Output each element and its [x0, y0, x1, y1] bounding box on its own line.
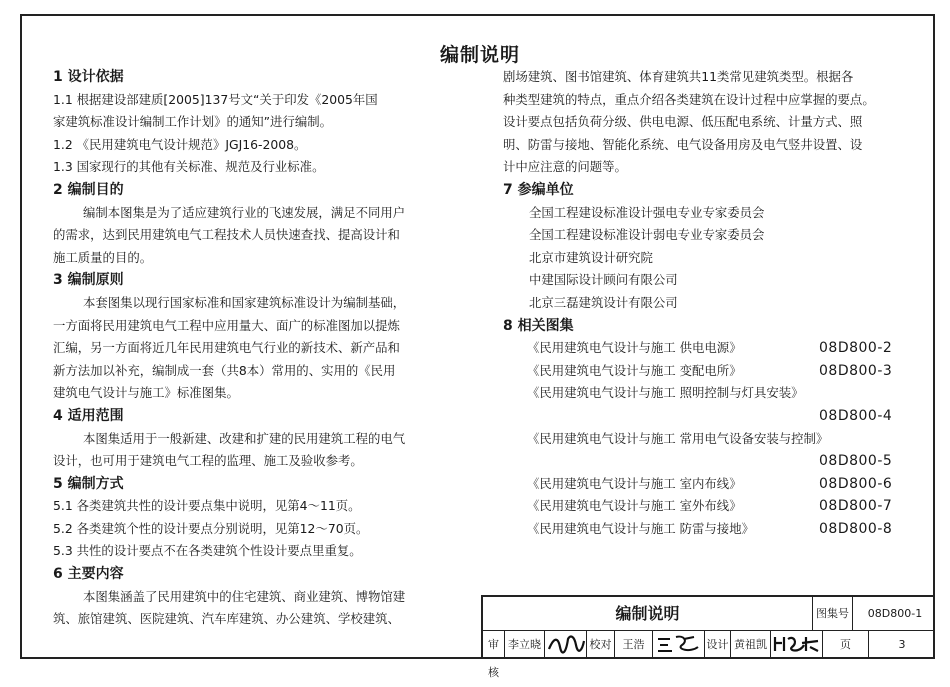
line-text: 8 相关图集 — [503, 317, 574, 334]
line-text: 1.3 国家现行的其他有关标准、规范及行业标准。 — [53, 159, 325, 175]
line-text: 1.2 《民用建筑电气设计规范》JGJ16-2008。 — [53, 136, 307, 152]
line-text: 本套图集以现行国家标准和国家建筑标准设计为编制基础， — [83, 294, 406, 310]
related-atlas-item — [503, 450, 923, 473]
participating-unit — [503, 269, 923, 292]
atlas-code: 08D800-5 — [819, 453, 893, 470]
section-heading — [503, 315, 923, 338]
line-text: 汇编，另一方面将近几年民用建筑电气行业的新技术、新产品和 — [53, 340, 400, 356]
paragraph-line — [53, 337, 453, 360]
paragraph-line — [503, 156, 923, 179]
reviewer-signature — [545, 631, 587, 659]
line-text: 种类型建筑的特点，重点介绍各类建筑在设计过程中应掌握的要点。 — [503, 91, 875, 107]
review-label: 审核 — [483, 631, 505, 659]
line-text: 的需求，达到民用建筑电气工程技术人员快速查找、提高设计和 — [53, 227, 400, 243]
paragraph-line — [53, 292, 453, 315]
line-text: 新方法加以补充，编制成一套（共8本）常用的、实用的《民用 — [53, 362, 396, 378]
line-text: 5.2 各类建筑个性的设计要点分别说明，见第12～70页。 — [53, 520, 369, 536]
line-text: 《民用建筑电气设计与施工 室内布线》 — [527, 475, 742, 491]
paragraph-line — [53, 202, 453, 225]
section-heading — [53, 405, 453, 428]
paragraph-line — [53, 428, 453, 451]
line-text: 6 主要内容 — [53, 566, 124, 583]
related-atlas-item — [503, 382, 923, 405]
related-atlas-item — [503, 473, 923, 496]
atlas-number-label: 图集号 — [813, 597, 853, 631]
atlas-code: 08D800-2 — [819, 340, 893, 357]
design-label: 设计 — [705, 631, 731, 659]
designer-name: 黄祖凯 — [731, 631, 771, 659]
line-text: 本图集适用于一般新建、改建和扩建的民用建筑工程的电气 — [83, 430, 406, 446]
related-atlas-item — [503, 518, 923, 541]
paragraph-line — [53, 382, 453, 405]
title-block-name: 编制说明 — [483, 597, 813, 631]
related-atlas-item — [503, 405, 923, 428]
page-title: 编制说明 — [440, 44, 521, 66]
paragraph-line — [53, 224, 453, 247]
line-text: 《民用建筑电气设计与施工 防雷与接地》 — [527, 520, 754, 536]
line-text: 本图集涵盖了民用建筑中的住宅建筑、商业建筑、博物馆建 — [83, 588, 406, 604]
participating-unit — [503, 292, 923, 315]
related-atlas-item — [503, 495, 923, 518]
line-text: 5.3 共性的设计要点不在各类建筑个性设计要点里重复。 — [53, 543, 362, 559]
paragraph-line — [53, 450, 453, 473]
participating-unit — [503, 247, 923, 270]
left-column — [53, 66, 453, 631]
section-heading — [503, 179, 923, 202]
line-text: 7 参编单位 — [503, 181, 574, 198]
page-label: 页 — [823, 631, 869, 659]
line-text: 4 适用范围 — [53, 407, 124, 424]
checker-name: 王浩 — [615, 631, 653, 659]
paragraph-line — [53, 608, 453, 631]
paragraph-line — [53, 586, 453, 609]
right-column — [503, 66, 923, 540]
section-heading — [53, 179, 453, 202]
line-text: 5 编制方式 — [53, 475, 124, 492]
line-text: 《民用建筑电气设计与施工 照明控制与灯具安装》 — [527, 385, 804, 401]
line-text: 《民用建筑电气设计与施工 供电电源》 — [527, 340, 742, 356]
paragraph-line — [53, 89, 453, 112]
line-text: 明、防雷与接地、智能化系统、电气设备用房及电气竖井设置、设 — [503, 136, 863, 152]
paragraph-line — [503, 111, 923, 134]
line-text: 《民用建筑电气设计与施工 变配电所》 — [527, 362, 742, 378]
paragraph-line — [53, 247, 453, 270]
related-atlas-item — [503, 428, 923, 451]
line-text: 建筑电气设计与施工》标准图集。 — [53, 385, 239, 401]
atlas-number: 08D800-1 — [867, 607, 923, 620]
line-text: 2 编制目的 — [53, 181, 124, 198]
designer-signature-mark — [772, 631, 822, 657]
line-text: 3 编制原则 — [53, 272, 124, 289]
paragraph-line — [53, 315, 453, 338]
line-text: 《民用建筑电气设计与施工 常用电气设备安装与控制》 — [527, 430, 829, 446]
participating-unit — [503, 202, 923, 225]
atlas-code: 08D800-7 — [819, 498, 893, 515]
paragraph-line — [53, 495, 453, 518]
related-atlas-item — [503, 337, 923, 360]
reviewer-signature-mark — [546, 631, 586, 657]
atlas-code: 08D800-6 — [819, 475, 893, 492]
line-text: 全国工程建设标准设计弱电专业专家委员会 — [529, 227, 765, 243]
check-label: 校对 — [587, 631, 615, 659]
atlas-code: 08D800-4 — [819, 407, 893, 424]
section-heading — [53, 473, 453, 496]
related-atlas-item — [503, 360, 923, 383]
section-heading — [53, 563, 453, 586]
reviewer-name: 李立晓 — [505, 631, 545, 659]
page-number: 3 — [898, 638, 906, 651]
section-heading — [53, 66, 453, 89]
participating-unit — [503, 224, 923, 247]
paragraph-line — [53, 540, 453, 563]
line-text: 筑、旅馆建筑、医院建筑、汽车库建筑、办公建筑、学校建筑、 — [53, 611, 400, 627]
line-text: 北京三磊建筑设计有限公司 — [529, 294, 678, 310]
designer-signature — [771, 631, 823, 659]
line-text: 设计要点包括负荷分级、供电电源、低压配电系统、计量方式、照 — [503, 114, 863, 130]
checker-signature — [653, 631, 705, 659]
atlas-code: 08D800-3 — [819, 362, 893, 379]
line-text: 北京市建筑设计研究院 — [529, 249, 653, 265]
paragraph-line — [503, 89, 923, 112]
line-text: 设计，也可用于建筑电气工程的监理、施工及验收参考。 — [53, 453, 363, 469]
checker-signature-mark — [654, 631, 704, 657]
line-text: 全国工程建设标准设计强电专业专家委员会 — [529, 204, 765, 220]
line-text: 一方面将民用建筑电气工程中应用量大、面广的标准图加以提炼 — [53, 317, 400, 333]
line-text: 1.1 根据建设部建质[2005]137号文“关于印发《2005年国 — [53, 91, 378, 107]
title-block — [481, 595, 935, 679]
paragraph-line — [503, 66, 923, 89]
line-text: 5.1 各类建筑共性的设计要点集中说明，见第4～11页。 — [53, 498, 361, 514]
paragraph-line — [53, 518, 453, 541]
line-text: 剧场建筑、图书馆建筑、体育建筑共11类常见建筑类型。根据各 — [503, 69, 854, 84]
line-text: 计中应注意的问题等。 — [503, 159, 627, 175]
line-text: 编制本图集是为了适应建筑行业的飞速发展，满足不同用户 — [83, 204, 406, 220]
paragraph-line — [53, 111, 453, 134]
paragraph-line — [53, 360, 453, 383]
line-text: 施工质量的目的。 — [53, 249, 153, 265]
line-text: 家建筑标准设计编制工作计划》的通知”进行编制。 — [53, 114, 333, 130]
atlas-code: 08D800-8 — [819, 520, 893, 537]
paragraph-line — [503, 134, 923, 157]
paragraph-line — [53, 134, 453, 157]
paragraph-line — [53, 156, 453, 179]
section-heading — [53, 269, 453, 292]
line-text: 中建国际设计顾问有限公司 — [529, 272, 678, 288]
line-text: 《民用建筑电气设计与施工 室外布线》 — [527, 498, 742, 514]
line-text: 1 设计依据 — [53, 69, 124, 85]
